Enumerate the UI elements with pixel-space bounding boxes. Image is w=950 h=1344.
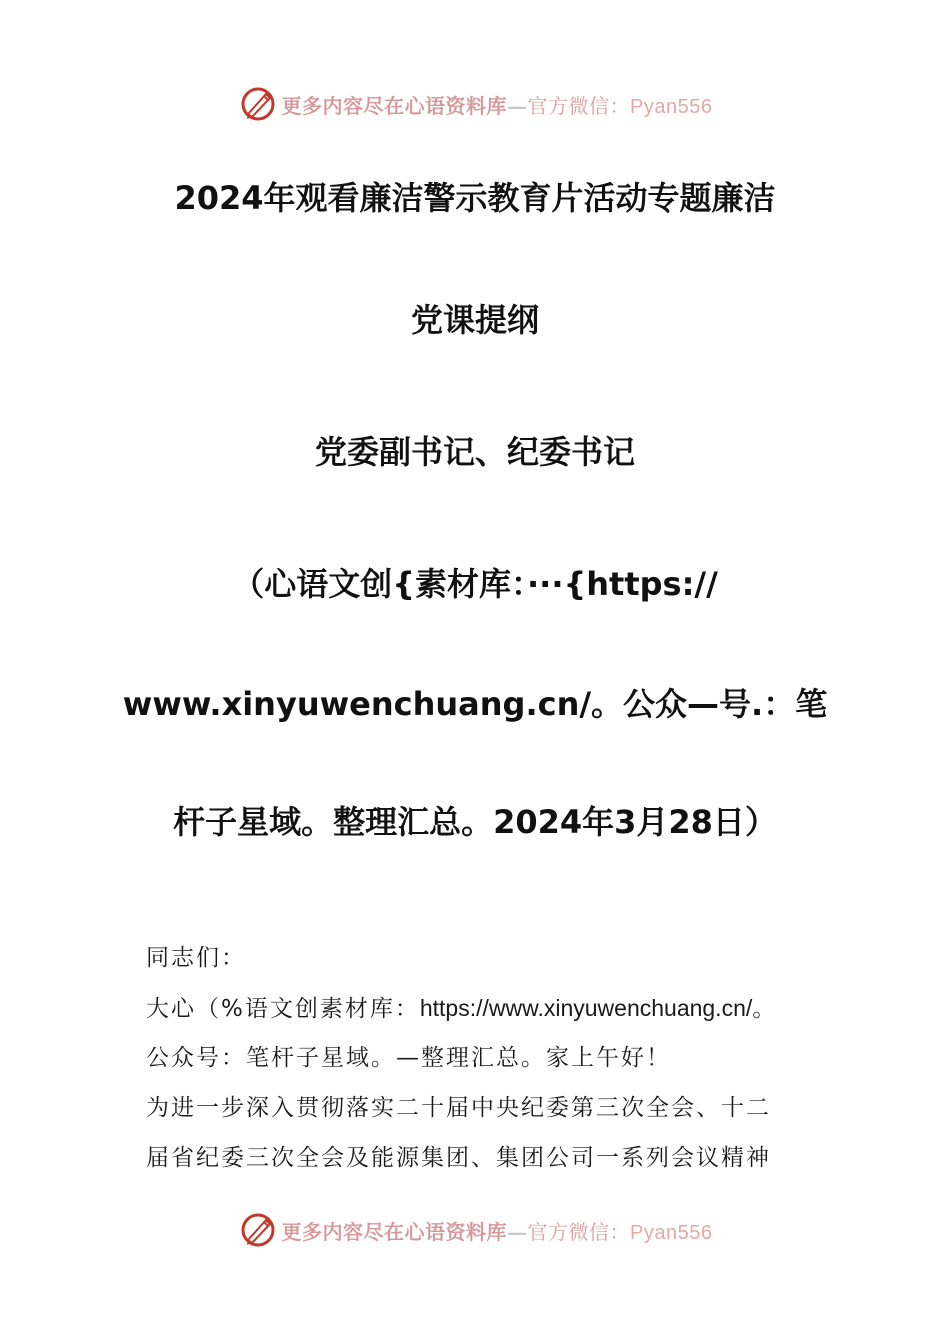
watermark-text: 更多内容尽在心语资料库—官方微信：Pyan556 bbox=[281, 93, 713, 118]
pen-logo-icon bbox=[238, 1210, 278, 1250]
doc-source-line-2: www.xinyuwenchuang.cn/。公众—号.：笔 bbox=[122, 685, 828, 723]
doc-source-line-1: （心语文创{素材库：···{https:// bbox=[232, 565, 718, 603]
doc-author-line: 党委副书记、纪委书记 bbox=[314, 433, 635, 471]
body-paragraph-line: 为进一步深入贯彻落实二十届中央纪委第三次全会、十二 bbox=[146, 1095, 771, 1121]
header-watermark bbox=[0, 82, 950, 126]
watermark-text: 更多内容尽在心语资料库—官方微信：Pyan556 bbox=[281, 1219, 713, 1244]
doc-source-line-3: 杆子星域。整理汇总。2024年3月28日） bbox=[173, 803, 777, 841]
body-paragraph-line: 公众号：笔杆子星域。—整理汇总。家上午好！ bbox=[146, 1045, 671, 1071]
footer-watermark bbox=[0, 1208, 950, 1252]
pen-logo-icon bbox=[238, 84, 278, 124]
body-paragraph-line: 大心（%语文创素材库：https://www.xinyuwenchuang.cn/。 bbox=[146, 995, 778, 1022]
salutation: 同志们： bbox=[146, 945, 246, 971]
source-link-text: https://www.xinyuwenchuang.cn/ bbox=[419, 995, 753, 1021]
doc-title-line-1: 2024年观看廉洁警示教育片活动专题廉洁 bbox=[174, 179, 776, 217]
doc-title-line-2: 党课提纲 bbox=[410, 301, 539, 339]
body-paragraph-line: 届省纪委三次全会及能源集团、集团公司一系列会议精神 bbox=[146, 1145, 771, 1171]
